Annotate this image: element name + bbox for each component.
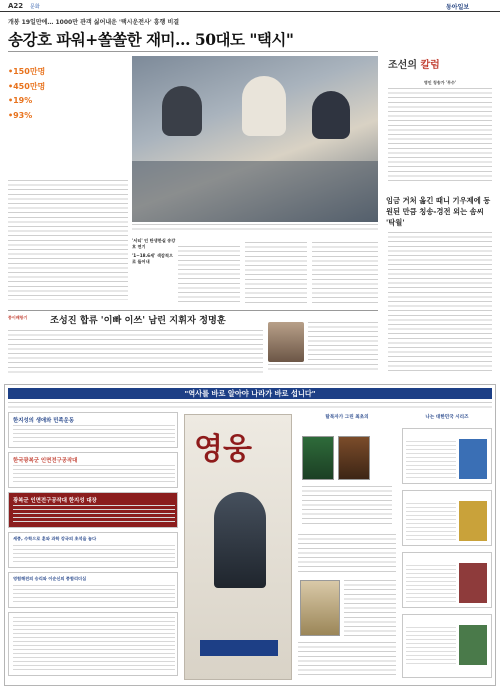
ad-intro-line xyxy=(8,402,492,410)
story2-body-2 xyxy=(308,322,378,362)
ad-book-box[interactable] xyxy=(8,452,178,488)
story2-tag: 종이배항기 xyxy=(8,315,28,320)
ad-info-box xyxy=(8,612,178,676)
series-card[interactable] xyxy=(402,428,492,484)
side-head-2: '1~18.6세' 색감적으로 들어내 xyxy=(132,253,174,264)
story2-rule xyxy=(8,310,378,311)
stat-item xyxy=(8,66,128,81)
side-head-1: '서티' 인 탄생한실 송강호 연기 xyxy=(132,238,176,249)
section-label: 문화 xyxy=(30,4,40,10)
stat-value: •93% xyxy=(8,111,33,120)
main-body-col-3 xyxy=(245,242,307,306)
book-thumbnail[interactable] xyxy=(300,580,340,636)
newspaper-brand: 동아일보 xyxy=(446,4,470,11)
series-card[interactable] xyxy=(402,490,492,546)
mid-ad-text xyxy=(298,534,396,574)
right-ad-head: 나는 대한민국 시리즈 xyxy=(425,415,469,420)
stat-item xyxy=(8,111,128,126)
page-number: A22 xyxy=(8,2,24,10)
story2-body xyxy=(8,330,263,374)
mid-ad-head: 탈북자가 그린 최초의 xyxy=(325,415,369,420)
ad-book-title: 세종, 수학으로 훈와 과학 강국의 초석을 놓다 xyxy=(13,536,97,541)
mid-ad-text-3 xyxy=(298,642,396,678)
main-subhead: 개봉 19일만에… 1000만 관객 싫어내운 '택시운전사' 흥행 비결 xyxy=(8,19,180,26)
ad-book-box[interactable] xyxy=(8,412,178,448)
stat-value: •150만명 xyxy=(8,67,46,76)
ad-book-title: 한지성의 생애와 민족운동 xyxy=(13,418,75,424)
series-card[interactable] xyxy=(402,552,492,608)
book-badge xyxy=(200,640,278,656)
headline-rule xyxy=(8,51,378,52)
ad-book-title: 광복군 인면전구공작대 한지성 대장 xyxy=(13,498,97,504)
mid-ad-block xyxy=(298,428,396,528)
stat-item xyxy=(8,81,128,96)
main-headline: 송강호 파워+쏠쏠한 재미… 50대도 "택시" xyxy=(8,30,294,49)
portrait-caption xyxy=(268,364,378,370)
column-title-b: 칼럼 xyxy=(420,60,440,71)
book-thumbnail[interactable] xyxy=(302,436,334,480)
main-body-col-2 xyxy=(178,246,240,306)
stats-box xyxy=(8,66,128,126)
page-header xyxy=(0,0,500,12)
stat-value: •19% xyxy=(8,96,33,105)
book-title: 영웅 xyxy=(194,432,252,467)
photo-caption xyxy=(132,224,378,232)
portrait-photo xyxy=(268,322,304,362)
book-thumbnail[interactable] xyxy=(338,436,370,480)
stat-value: •450만명 xyxy=(8,82,46,91)
ad-book-box[interactable] xyxy=(8,492,178,528)
movie-photo xyxy=(132,56,378,222)
ad-book-box[interactable] xyxy=(8,532,178,568)
ad-book-title: 한국광복군 인면전구공작대 xyxy=(13,458,78,464)
column-subtitle: 영인 칭송가 '무수' xyxy=(423,80,457,85)
main-body-col-1 xyxy=(8,180,128,300)
stat-item xyxy=(8,96,128,111)
column-body-1 xyxy=(388,88,492,184)
main-body-col-4 xyxy=(312,242,378,306)
side-heads xyxy=(132,238,177,264)
ad-book-box[interactable] xyxy=(8,572,178,608)
book-cover-figure xyxy=(214,492,266,588)
column-title xyxy=(388,56,492,71)
series-card[interactable] xyxy=(402,614,492,678)
ad-left-column xyxy=(8,412,178,682)
column-headline: 임금 거처 옮긴 때니 기우제에 동원된 만큼 칭송-경전 외는 솜씨 '탁월' xyxy=(386,196,491,227)
ad-book-title: 영험해전의 승리와 이순신의 종합리더십 xyxy=(13,576,87,581)
column-title-a: 조선의 xyxy=(388,60,417,71)
column-body-2 xyxy=(388,232,492,374)
story2-headline: 조성진 합류 '이빠 이쓰' 남린 지휘자 정명훈 xyxy=(50,315,226,326)
ad-banner: "역사를 바로 알아야 나라가 바로 섭니다" xyxy=(8,388,492,399)
mid-ad-text-2 xyxy=(344,580,396,636)
